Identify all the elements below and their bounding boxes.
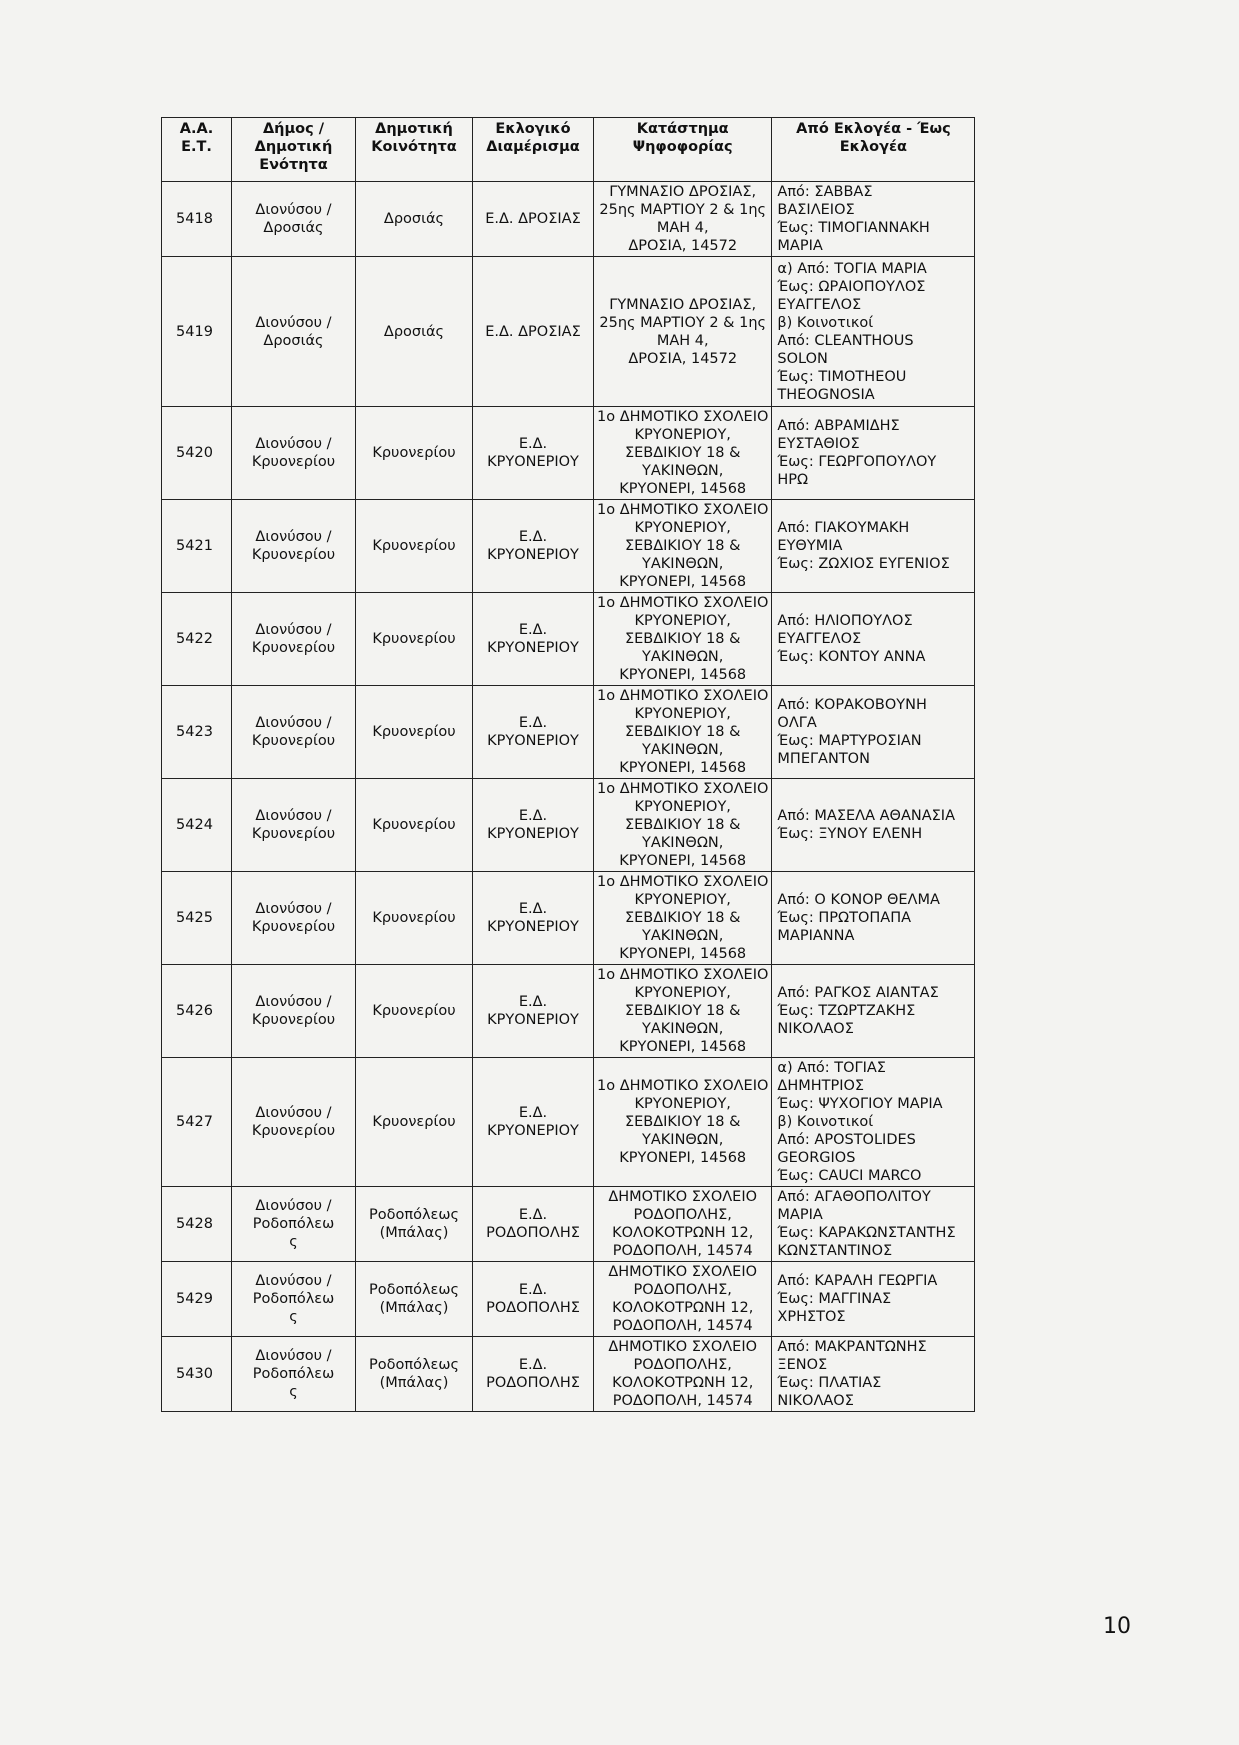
cell-line: ΗΡΩ [777,472,809,488]
cell-koinotita [356,593,473,686]
cell-line: ΜΠΕΓΑΝΤΟΝ [777,751,870,767]
cell-line: ΚΟΛΟΚΟΤΡΩΝΗ 12, [612,1225,754,1241]
cell-line: ΓΥΜΝΑΣΙΟ ΔΡΟΣΙΑΣ, [609,296,757,313]
cell-line: ΚΡΥΟΝΕΡΙΟΥ [487,640,579,656]
table-row [162,1262,975,1337]
cell-line: Έως: ΚΟΝΤΟΥ ΑΝΝΑ [777,649,926,665]
cell-dimos [232,257,356,407]
cell-line: Από: ΑΒΡΑΜΙΔΗΣ [777,418,900,434]
cell-eklogeas [772,686,975,779]
cell-aa: 5424 [162,779,232,872]
cell-line: ΚΡΥΟΝΕΡΙΟΥ, [634,1096,731,1112]
cell-line: ΥΑΚΙΝΘΩΝ, [642,835,724,851]
cell-koinotita [356,182,473,257]
cell-line: Διονύσου / [255,314,332,331]
cell-katastima [594,965,772,1058]
polling-stations-table [161,117,975,1412]
cell-line: ς [289,1384,298,1400]
cell-diamerisma [473,872,594,965]
cell-line: ΚΡΥΟΝΕΡΙ, 14568 [619,946,747,962]
cell-line: ΚΡΥΟΝΕΡΙ, 14568 [619,574,747,590]
cell-line: Έως: ΠΛΑΤΙΑΣ [777,1375,882,1391]
cell-koinotita [356,872,473,965]
cell-line: ΟΛΓΑ [777,715,817,731]
cell-line: ΚΡΥΟΝΕΡΙ, 14568 [619,760,747,776]
cell-line: Δροσιάς [263,332,324,349]
cell-line: Έως: ΩΡΑΙΟΠΟΥΛΟΣ [777,278,926,295]
cell-line: ΚΡΥΟΝΕΡΙΟΥ [487,547,579,563]
cell-line: ΚΡΥΟΝΕΡΙ, 14568 [619,853,747,869]
cell-line: ΕΥΘΥΜΙΑ [777,538,843,554]
cell-line: ΔΗΜΟΤΙΚΟ ΣΧΟΛΕΙΟ [608,1264,758,1280]
cell-line: Διονύσου / [255,994,332,1010]
cell-aa: 5419 [162,257,232,407]
cell-line: Ροδοπόλεω [252,1216,335,1232]
cell-line: ΚΡΥΟΝΕΡΙΟΥ [487,733,579,749]
cell-line: ΚΡΥΟΝΕΡΙΟΥ [487,1123,579,1139]
cell-line: Κρυονερίου [372,817,456,833]
cell-line: Έως: ΨΥΧΟΓΙΟΥ ΜΑΡΙΑ [777,1096,943,1112]
cell-line: Ψηφοφορίας [632,139,733,155]
cell-diamerisma [473,779,594,872]
cell-koinotita [356,779,473,872]
cell-line: ΥΑΚΙΝΘΩΝ, [642,742,724,758]
cell-line: Δημοτική [254,139,333,155]
cell-katastima [594,1337,772,1412]
cell-line: α) Από: ΤΟΓΙΑ ΜΑΡΙΑ [777,260,927,277]
cell-line: Διονύσου / [255,808,332,824]
cell-line: THEOGNOSIA [777,386,875,403]
cell-line: ΜΑΗ 4, [656,332,709,349]
cell-line: Διαμέρισμα [486,139,580,155]
cell-line: 25ης ΜΑΡΤΙΟΥ 2 & 1ης [599,314,767,331]
cell-koinotita [356,257,473,407]
cell-line: ΚΡΥΟΝΕΡΙΟΥ, [634,985,731,1001]
cell-line: β) Κοινοτικοί [777,314,874,331]
cell-aa: 5422 [162,593,232,686]
cell-line: Από: ΜΑΣΕΛΑ ΑΘΑΝΑΣΙΑ [777,808,955,824]
cell-line: Κρυονερίου [251,547,336,563]
cell-line: Από: ΚΟΡΑΚΟΒΟΥΝΗ [777,697,927,713]
cell-line: ΕΥΑΓΓΕΛΟΣ [777,296,862,313]
header-aa [162,118,232,182]
cell-aa: 5425 [162,872,232,965]
cell-line: ΚΩΝΣΤΑΝΤΙΝΟΣ [777,1243,893,1259]
cell-line: ΕΥΑΓΓΕΛΟΣ [777,631,862,647]
cell-eklogeas [772,182,975,257]
cell-line: ΔΗΜΗΤΡΙΟΣ [777,1078,865,1094]
cell-line: ΚΡΥΟΝΕΡΙΟΥ, [634,706,731,722]
cell-line: Από: ΜΑΚΡΑΝΤΩΝΗΣ [777,1339,927,1355]
cell-line: GEORGIOS [777,1150,856,1166]
cell-line: Ε.Δ. [518,436,548,452]
cell-line: ΜΑΗ 4, [656,220,709,236]
table-row [162,965,975,1058]
cell-line: ΣΕΒΔΙΚΙΟΥ 18 & [624,1114,741,1130]
cell-line: ΥΑΚΙΝΘΩΝ, [642,928,724,944]
cell-katastima [594,500,772,593]
table-row [162,1058,975,1187]
cell-line: Από: ΡΑΓΚΟΣ ΑΙΑΝΤΑΣ [777,985,939,1001]
cell-line: Διονύσου / [255,1198,332,1214]
cell-line: ΚΡΥΟΝΕΡΙΟΥ [487,826,579,842]
table-header-row [162,118,975,182]
cell-line: Δροσιάς [383,323,445,340]
cell-line: ΚΡΥΟΝΕΡΙΟΥ, [634,892,731,908]
header-dimos [232,118,356,182]
cell-dimos [232,500,356,593]
cell-line: ΔΡΟΣΙΑ, 14572 [628,350,738,367]
cell-line: Έως: ΖΩΧΙΟΣ ΕΥΓΕΝΙΟΣ [777,556,950,572]
cell-line: Ε.Δ. [518,1105,548,1121]
table-row [162,779,975,872]
cell-line: Κοινότητα [371,139,457,155]
cell-line: Εκλογικό [495,121,571,137]
cell-line: Από Εκλογέα - Έως [796,121,951,137]
cell-line: 1ο ΔΗΜΟΤΙΚΟ ΣΧΟΛΕΙΟ [597,688,769,704]
cell-line: ΡΟΔΟΠΟΛΗ, 14574 [612,1318,753,1334]
cell-line: ΡΟΔΟΠΟΛΗ, 14574 [612,1243,753,1259]
cell-aa: 5428 [162,1187,232,1262]
cell-line: ς [289,1309,298,1325]
cell-line: ΚΡΥΟΝΕΡΙΟΥ, [634,799,731,815]
cell-eklogeas [772,1187,975,1262]
cell-eklogeas [772,1262,975,1337]
cell-line: Ε.Δ. ΔΡΟΣΙΑΣ [485,211,581,227]
cell-katastima [594,1262,772,1337]
cell-dimos [232,779,356,872]
cell-katastima [594,593,772,686]
header-eklogeas [772,118,975,182]
cell-line: Ε.Δ. [518,1282,548,1298]
cell-line: ΥΑΚΙΝΘΩΝ, [642,1132,724,1148]
table-row [162,500,975,593]
page-number: 10 [1103,1614,1131,1639]
cell-line: ΣΕΒΔΙΚΙΟΥ 18 & [624,1003,741,1019]
cell-line: Κρυονερίου [251,640,336,656]
cell-line: Έως: ΚΑΡΑΚΩΝΣΤΑΝΤΗΣ [777,1225,956,1241]
cell-line: Ε.Δ. [518,622,548,638]
cell-katastima [594,407,772,500]
cell-line: Από: ΑΓΑΘΟΠΟΛΙΤΟΥ [777,1189,931,1205]
cell-line: Ε.Δ. [518,529,548,545]
cell-line: Κρυονερίου [372,724,456,740]
cell-line: ΡΟΔΟΠΟΛΗΣ [486,1375,580,1391]
cell-line: ΡΟΔΟΠΟΛΗΣ, [633,1357,732,1373]
cell-line: Ενότητα [259,157,328,173]
cell-line: ΣΕΒΔΙΚΙΟΥ 18 & [624,631,741,647]
cell-line: ΚΡΥΟΝΕΡΙΟΥ, [634,520,731,536]
cell-diamerisma [473,593,594,686]
cell-line: Έως: ΜΑΡΤΥΡΟΣΙΑΝ [777,733,922,749]
cell-line: ΡΟΔΟΠΟΛΗΣ [486,1300,580,1316]
cell-line: Διονύσου / [255,436,332,452]
cell-line: ΞΕΝΟΣ [777,1357,828,1373]
cell-line: Κρυονερίου [251,1012,336,1028]
cell-line: Από: ΗΛΙΟΠΟΥΛΟΣ [777,613,913,629]
cell-line: ΥΑΚΙΝΘΩΝ, [642,556,724,572]
cell-line: Κρυονερίου [372,1003,456,1019]
cell-diamerisma [473,965,594,1058]
cell-koinotita [356,1337,473,1412]
cell-aa: 5423 [162,686,232,779]
cell-line: (Μπάλας) [379,1300,449,1316]
cell-line: ΧΡΗΣΤΟΣ [777,1309,846,1325]
cell-line: Έως: ΤΙΜΟΓΙΑΝΝΑΚΗ [777,220,930,236]
cell-line: Διονύσου / [255,1348,332,1364]
cell-line: Από: ΓΙΑΚΟΥΜΑΚΗ [777,520,910,536]
cell-katastima [594,257,772,407]
cell-dimos [232,1262,356,1337]
cell-line: ΝΙΚΟΛΑΟΣ [777,1393,854,1409]
cell-line: Κρυονερίου [372,910,456,926]
cell-line: ΒΑΣΙΛΕΙΟΣ [777,202,855,218]
cell-line: Ε.Δ. [518,994,548,1010]
cell-line: ΣΕΒΔΙΚΙΟΥ 18 & [624,538,741,554]
cell-diamerisma [473,1058,594,1187]
table-body [162,182,975,1412]
cell-line: Διονύσου / [255,901,332,917]
cell-line: Κρυονερίου [251,454,336,470]
cell-eklogeas [772,1058,975,1187]
cell-line: ΚΟΛΟΚΟΤΡΩΝΗ 12, [612,1300,754,1316]
cell-eklogeas [772,779,975,872]
cell-line: Από: CLEANTHOUS [777,332,914,349]
cell-diamerisma [473,257,594,407]
cell-line: Κρυονερίου [251,919,336,935]
cell-line: 1ο ΔΗΜΟΤΙΚΟ ΣΧΟΛΕΙΟ [597,1078,769,1094]
cell-diamerisma [473,1337,594,1412]
cell-line: ΥΑΚΙΝΘΩΝ, [642,1021,724,1037]
cell-line: ΔΗΜΟΤΙΚΟ ΣΧΟΛΕΙΟ [608,1339,758,1355]
cell-dimos [232,182,356,257]
cell-koinotita [356,1058,473,1187]
cell-dimos [232,1058,356,1187]
cell-line: Ε.Δ. [518,1207,548,1223]
cell-dimos [232,686,356,779]
cell-line: ΚΡΥΟΝΕΡΙΟΥ [487,919,579,935]
cell-katastima [594,1187,772,1262]
cell-line: Διονύσου / [255,1273,332,1289]
cell-aa: 5421 [162,500,232,593]
cell-line: 1ο ΔΗΜΟΤΙΚΟ ΣΧΟΛΕΙΟ [597,595,769,611]
cell-line: Κρυονερίου [251,826,336,842]
cell-line: ΚΡΥΟΝΕΡΙ, 14568 [619,481,747,497]
cell-line: Έως: ΤΙΜΟΤΗΕΟU [777,368,907,385]
cell-line: Έως: ΠΡΩΤΟΠΑΠΑ [777,910,912,926]
cell-line: Διονύσου / [255,715,332,731]
cell-line: Διονύσου / [255,1105,332,1121]
header-katastima [594,118,772,182]
cell-dimos [232,965,356,1058]
table-row [162,407,975,500]
cell-line: Από: ΣΑΒΒΑΣ [777,184,873,200]
cell-line: ΡΟΔΟΠΟΛΗΣ, [633,1207,732,1223]
cell-line: Διονύσου / [255,202,332,218]
cell-line: Ροδοπόλεως [368,1207,460,1223]
cell-line: 1ο ΔΗΜΟΤΙΚΟ ΣΧΟΛΕΙΟ [597,874,769,890]
cell-line: ΚΡΥΟΝΕΡΙ, 14568 [619,667,747,683]
cell-line: Κατάστημα [636,121,729,137]
cell-line: Ροδοπόλεως [368,1282,460,1298]
cell-dimos [232,1187,356,1262]
table-row [162,872,975,965]
cell-eklogeas [772,1337,975,1412]
cell-eklogeas [772,257,975,407]
cell-line: 1ο ΔΗΜΟΤΙΚΟ ΣΧΟΛΕΙΟ [597,967,769,983]
table-row [162,593,975,686]
table-row [162,257,975,407]
cell-line: ΔΡΟΣΙΑ, 14572 [628,238,738,254]
cell-line: (Μπάλας) [379,1225,449,1241]
cell-line: Ε.Δ. [518,808,548,824]
cell-line: ΣΕΒΔΙΚΙΟΥ 18 & [624,445,741,461]
cell-line: ΚΡΥΟΝΕΡΙΟΥ [487,1012,579,1028]
cell-line: Από: Ο ΚΟΝΟΡ ΘΕΛΜΑ [777,892,940,908]
cell-line: Έως: ΓΕΩΡΓΟΠΟΥΛΟΥ [777,454,937,470]
cell-aa: 5420 [162,407,232,500]
cell-koinotita [356,1262,473,1337]
cell-line: Από: APOSTOLIDES [777,1132,916,1148]
cell-line: ΚΡΥΟΝΕΡΙΟΥ, [634,613,731,629]
cell-line: ΚΡΥΟΝΕΡΙ, 14568 [619,1150,747,1166]
cell-line: ΥΑΚΙΝΘΩΝ, [642,463,724,479]
cell-eklogeas [772,965,975,1058]
cell-line: Ε.Δ. [518,1357,548,1373]
table-row [162,1337,975,1412]
cell-dimos [232,593,356,686]
cell-line: Κρυονερίου [372,538,456,554]
cell-line: SOLON [777,350,828,367]
cell-diamerisma [473,1262,594,1337]
cell-aa: 5418 [162,182,232,257]
cell-line: ΚΡΥΟΝΕΡΙΟΥ [487,454,579,470]
cell-katastima [594,779,772,872]
cell-eklogeas [772,407,975,500]
cell-line: Ε.Δ. ΔΡΟΣΙΑΣ [485,323,581,340]
cell-line: Ε.Δ. [518,715,548,731]
cell-katastima [594,686,772,779]
cell-koinotita [356,1187,473,1262]
cell-dimos [232,872,356,965]
cell-koinotita [356,686,473,779]
cell-line: β) Κοινοτικοί [777,1114,874,1130]
cell-line: Ροδοπόλεως [368,1357,460,1373]
cell-line: Ε.Τ. [181,139,212,155]
cell-line: ΡΟΔΟΠΟΛΗΣ, [633,1282,732,1298]
cell-line: ΚΡΥΟΝΕΡΙΟΥ, [634,427,731,443]
cell-line: Κρυονερίου [372,445,456,461]
cell-line: ΓΥΜΝΑΣΙΟ ΔΡΟΣΙΑΣ, [609,184,757,200]
cell-line: ΣΕΒΔΙΚΙΟΥ 18 & [624,724,741,740]
cell-koinotita [356,500,473,593]
cell-dimos [232,407,356,500]
cell-line: Διονύσου / [255,622,332,638]
table-row [162,1187,975,1262]
cell-line: 1ο ΔΗΜΟΤΙΚΟ ΣΧΟΛΕΙΟ [597,502,769,518]
cell-koinotita [356,407,473,500]
cell-line: ΝΙΚΟΛΑΟΣ [777,1021,854,1037]
cell-diamerisma [473,1187,594,1262]
cell-line: 25ης ΜΑΡΤΙΟΥ 2 & 1ης [599,202,767,218]
cell-line: Ροδοπόλεω [252,1291,335,1307]
cell-diamerisma [473,500,594,593]
cell-katastima [594,1058,772,1187]
cell-katastima [594,182,772,257]
cell-line: Έως: CAUCI MARCO [777,1168,922,1184]
cell-line: Από: ΚΑΡΑΛΗ ΓΕΩΡΓΙΑ [777,1273,938,1289]
cell-line: ς [289,1234,298,1250]
cell-aa: 5430 [162,1337,232,1412]
cell-line: ΡΟΔΟΠΟΛΗΣ [486,1225,580,1241]
cell-line: Κρυονερίου [251,1123,336,1139]
cell-line: Κρυονερίου [251,733,336,749]
cell-line: ΜΑΡΙΑ [777,238,823,254]
cell-line: ΕΥΣΤΑΘΙΟΣ [777,436,860,452]
header-koinotita [356,118,473,182]
cell-line: Δροσιάς [263,220,324,236]
cell-line: ΜΑΡΙΑΝΝΑ [777,928,855,944]
cell-line: Κρυονερίου [372,631,456,647]
cell-aa: 5429 [162,1262,232,1337]
cell-line: (Μπάλας) [379,1375,449,1391]
cell-line: α) Από: ΤΟΓΙΑΣ [777,1060,886,1076]
cell-diamerisma [473,686,594,779]
cell-line: Δροσιάς [383,211,445,227]
cell-eklogeas [772,872,975,965]
cell-line: ΚΡΥΟΝΕΡΙ, 14568 [619,1039,747,1055]
cell-line: ΣΕΒΔΙΚΙΟΥ 18 & [624,817,741,833]
cell-line: Έως: ΜΑΓΓΙΝΑΣ [777,1291,892,1307]
cell-line: Δημοτική [375,121,453,137]
cell-eklogeas [772,500,975,593]
cell-line: Διονύσου / [255,529,332,545]
cell-line: Ε.Δ. [518,901,548,917]
cell-line: ΡΟΔΟΠΟΛΗ, 14574 [612,1393,753,1409]
header-diamerisma [473,118,594,182]
cell-aa: 5427 [162,1058,232,1187]
cell-line: ΥΑΚΙΝΘΩΝ, [642,649,724,665]
cell-dimos [232,1337,356,1412]
cell-diamerisma [473,407,594,500]
cell-line: ΜΑΡΙΑ [777,1207,823,1223]
cell-diamerisma [473,182,594,257]
cell-line: 1ο ΔΗΜΟΤΙΚΟ ΣΧΟΛΕΙΟ [597,781,769,797]
cell-line: Εκλογέα [839,139,908,155]
cell-line: Α.Α. [179,121,214,137]
table-row [162,686,975,779]
cell-line: ΣΕΒΔΙΚΙΟΥ 18 & [624,910,741,926]
table-row [162,182,975,257]
cell-line: Κρυονερίου [372,1114,456,1130]
cell-line: Έως: ΞΥΝΟΥ ΕΛΕΝΗ [777,826,923,842]
cell-line: ΚΟΛΟΚΟΤΡΩΝΗ 12, [612,1375,754,1391]
cell-line: Ροδοπόλεω [252,1366,335,1382]
cell-line: Έως: ΤΖΩΡΤΖΑΚΗΣ [777,1003,916,1019]
cell-eklogeas [772,593,975,686]
cell-aa: 5426 [162,965,232,1058]
cell-line: Δήμος / [262,121,325,137]
cell-line: 1ο ΔΗΜΟΤΙΚΟ ΣΧΟΛΕΙΟ [597,409,769,425]
cell-koinotita [356,965,473,1058]
cell-katastima [594,872,772,965]
cell-line: ΔΗΜΟΤΙΚΟ ΣΧΟΛΕΙΟ [608,1189,758,1205]
